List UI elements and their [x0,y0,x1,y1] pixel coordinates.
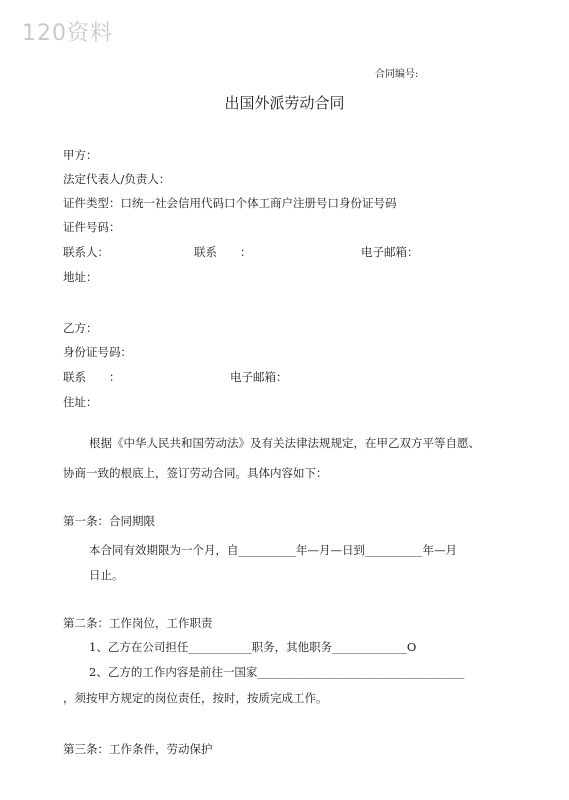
party-b-id-no: 身份证号码： [63,345,132,359]
document-title: 出国外派劳动合同 [224,94,345,112]
party-a-contact: 联系 ： [194,245,252,259]
article-2-item-2: 2、乙方的工作内容是前往一国家____________________________________ [89,665,465,679]
party-b-email: 电子邮箱： [230,370,288,384]
party-a-label: 甲方： [63,148,98,162]
party-a-contact-person: 联系人： [63,245,109,259]
contract-number-label: 合同编号: [375,69,419,80]
article-2-heading: 第二条：工作岗位，工作职责 [63,616,213,630]
party-a-legal-rep: 法定代表人/负责人： [63,172,171,186]
article-3-heading: 第三条：工作条件，劳动保护 [63,742,213,756]
party-a-email: 电子邮箱： [361,245,419,259]
preamble-line-1: 根据《中华人民共和国劳动法》及有关法律法规规定，在甲乙双方平等自愿、 [89,436,480,450]
article-2-item-1: 1、乙方在公司担任___________职务，其他职务_____________O [89,640,417,654]
watermark: 120资料 [22,21,113,46]
party-b-label: 乙方： [63,321,98,335]
party-a-address: 地址： [63,270,98,284]
party-b-contact: 联系 ： [63,370,121,384]
party-a-cert-type: 证件类型：口统一社会信用代码口个体工商户注册号口身份证号码 [63,196,397,210]
article-1-line-1: 本合同有效期限为一个月，自__________年—月—日到__________年—月 [89,543,457,557]
party-a-cert-no: 证件号码： [63,220,121,234]
article-2-item-2-continued: ，须按甲方规定的岗位责任，按时，按质完成工作。 [63,691,328,705]
article-1-heading: 第一条：合同期限 [63,514,155,528]
party-b-address: 住址： [63,395,98,409]
article-1-line-2: 日止。 [89,568,124,582]
preamble-line-2: 协商一致的根底上，签订劳动合同。具体内容如下： [63,466,328,480]
